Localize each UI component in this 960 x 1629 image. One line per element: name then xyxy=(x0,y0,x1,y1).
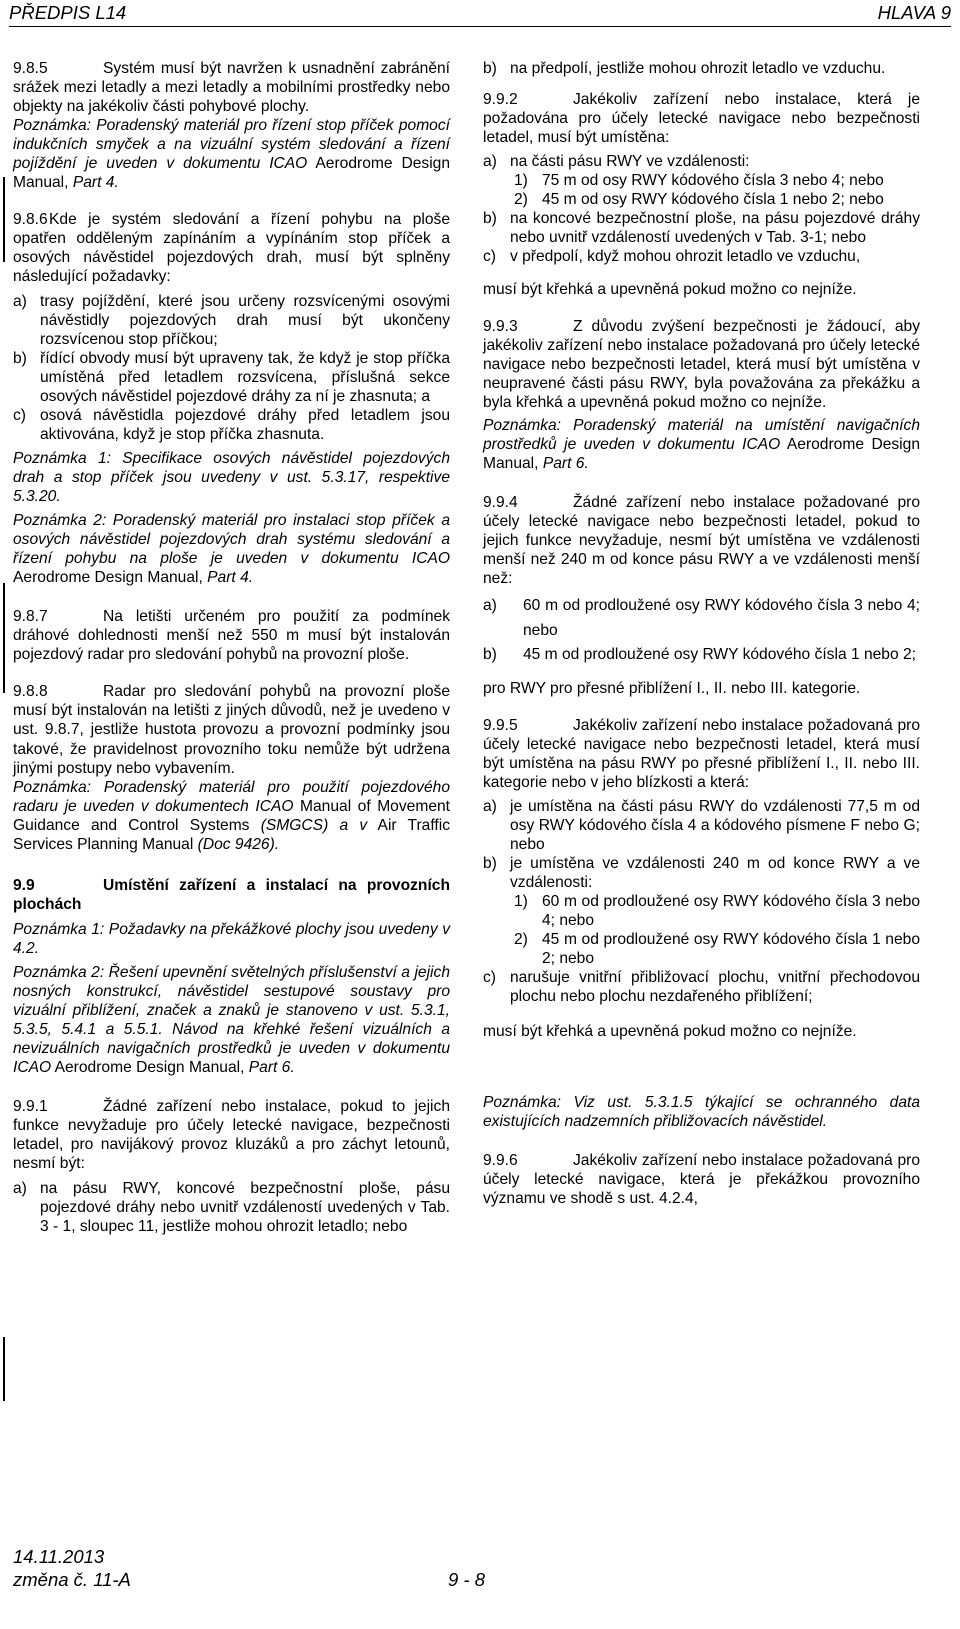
list-item: c) narušuje vnitřní přibližovací plochu, vnitřní přechodovou plochu nebo plochu nezdařeného přiblížení; xyxy=(483,969,920,1006)
section-9-9-5-conclusion: musí být křehká a upevněná pokud možno co nejníže. xyxy=(483,1023,857,1041)
list-item: a) 60 m od prodloužené osy RWY kódového čísla 3 nebo 4; nebo xyxy=(483,597,920,639)
sub-list-item: 1) 75 m od osy RWY kódového čísla 3 nebo 4; nebo xyxy=(514,172,884,190)
section-text: Radar pro sledování pohybů na provozní ploše musí být instalován na letišti z jiných důvodů, než je uvedeno v ust. 9.8.7, jestliže hustota provozu a provozní podmínky jsou takové, že pravidelnost provozního toku nemůže být udržena jinými postupy nebo vybavením. xyxy=(13,683,450,777)
section-number: 9.8.8 xyxy=(13,683,48,701)
section-9-9-2-conclusion: musí být křehká a upevněná pokud možno co nejníže. xyxy=(483,281,857,299)
section-text: Na letišti určeném pro použití za podmínek dráhové dohlednosti menší než 550 m musí být instalován pojezdový radar pro sledování pohybů na provozní ploše. xyxy=(13,608,450,664)
footer-change: změna č. 11-A xyxy=(13,1568,131,1590)
section-number: 9.8.6 xyxy=(13,211,48,229)
note-9-8-6-1: Poznámka 1: Specifikace osových návěstidel pojezdových drah a stop příček jsou uvedeny v ust. 5.3.17, respektive 5.3.20. xyxy=(13,450,450,506)
list-9-9-4 xyxy=(483,594,920,666)
list-item: b) řídící obvody musí být upraveny tak, že když je stop příčka umístěná před letadlem rozsvícena, příslušná sekce osových návěstidel pojezdové dráhy za ní je zhasnuta; a xyxy=(13,350,450,406)
section-9-9-2 xyxy=(483,90,920,147)
page-footer xyxy=(13,1546,513,1591)
section-text: Jakékoliv zařízení nebo instalace požadovaná pro účely letecké navigace, která je překážkou provozního významu ve shodě s ust. 4.2.4, xyxy=(483,1152,920,1208)
section-number: 9.8.5 xyxy=(13,60,48,77)
sub-list-item: 1) 60 m od prodloužené osy RWY kódového čísla 3 nebo 4; nebo xyxy=(514,893,920,930)
section-number: 9.9.4 xyxy=(483,494,518,512)
section-9-9-1 xyxy=(13,1097,450,1173)
note-9-9-2: Poznámka 2: Řešení upevnění světelných příslušenství a jejich nosných konstrukcí, návěstidel sestupové soustavy pro vizuální přiblížení, značek a znaků je stanoveno v ust. 5.3.1, 5.3.5, 5.4.1 a 5.5.1. Návod na křehké řešení vizuálních a nevizuálních navigačních prostředků je uveden v dokumentu ICAO Aerodrome Design Manual, Part 6. xyxy=(13,963,450,1076)
section-text: Kde je systém sledování a řízení pohybu na ploše opatřen odděleným zapínáním a vypínáním stop příček a osových návěstidel pojezdových drah, musí být splněny následující požadavky: xyxy=(13,211,450,286)
section-9-9-6 xyxy=(483,1151,920,1208)
section-number: 9.9.5 xyxy=(483,716,518,734)
section-text: Z důvodu zvýšení bezpečnosti je žádoucí, aby jakékoliv zařízení nebo instalace požadovaná pro účely letecké navigace nebo bezpečnosti letadel, která musí být umístěna v neupravené části pásu RWY, byla považována za překážku a byla křehká a upevněná pokud možno co nejníže. xyxy=(483,318,920,412)
section-9-8-5 xyxy=(13,59,450,116)
note-9-9-3: Poznámka: Poradenský materiál na umístění navigačních prostředků je uveden v dokumentu ICAO Aerodrome Design Manual, Part 6. xyxy=(483,417,920,473)
section-text: Žádné zařízení nebo instalace požadované pro účely letecké navigace nebo bezpečnosti letadel, pokud to jejich funkce nevyžaduje, nesmí být umístěna ve vzdálenosti menší než 240 m od konce pásu RWY a ve vzdálenosti menší než: xyxy=(483,494,920,588)
section-9-9-4-conclusion: pro RWY pro přesné přiblížení I., II. nebo III. kategorie. xyxy=(483,679,861,697)
note-9-8-8: Poznámka: Poradenský materiál pro použití pojezdového radaru je uveden v dokumentech ICAO Manual of Movement Guidance and Control Systems (SMGCS) a v Air Traffic Services Planning Manual (Doc 9426). xyxy=(13,778,450,853)
note-9-9-5: Poznámka: Viz ust. 5.3.1.5 týkající se ochranného data existujících nadzemních přibližovacích návěstidel. xyxy=(483,1094,920,1131)
list-item: a) na části pásu RWY ve vzdálenosti: xyxy=(483,153,750,171)
header-doc-title: PŘEDPIS L14 xyxy=(9,2,127,23)
footer-page-number: 9 - 8 xyxy=(448,1569,486,1590)
section-text: Jakékoliv zařízení nebo instalace, která je požadována pro účely letecké navigace nebo bezpečnosti letadel, musí být umístěna: xyxy=(483,91,920,147)
list-item: a) na pásu RWY, koncové bezpečnostní ploše, pásu pojezdové dráhy nebo uvnitř vzdáleností uvedených v Tab. 3 - 1, sloupec 11, jestliže mohou ohrozit letadlo; nebo xyxy=(13,1179,450,1235)
section-9-9-heading xyxy=(13,876,450,914)
list-9-9-2 xyxy=(483,152,920,266)
change-bar xyxy=(3,177,5,262)
section-number: 9.9.1 xyxy=(13,1097,48,1115)
section-number: 9.9.2 xyxy=(483,91,518,109)
sub-list-item: 2) 45 m od osy RWY kódového čísla 1 nebo 2; nebo xyxy=(514,191,884,209)
list-item: a) trasy pojíždění, které jsou určeny rozsvícenými osovými návěstidly pojezdových drah musí být ukončeny rozsvícenou stop příčkou; xyxy=(13,293,450,349)
section-9-8-8 xyxy=(13,682,450,777)
list-item: b) je umístěna ve vzdálenosti 240 m od konce RWY a ve vzdálenosti: xyxy=(483,854,920,891)
sub-list-item: 2) 45 m od prodloužené osy RWY kódového čísla 1 nebo 2; nebo xyxy=(514,931,920,968)
section-9-8-6 xyxy=(13,210,450,286)
section-number: 9.8.7 xyxy=(13,608,48,626)
right-column xyxy=(483,59,920,1208)
section-9-9-5 xyxy=(483,716,920,792)
page-header xyxy=(9,2,951,27)
change-bar xyxy=(3,1337,5,1401)
list-9-9-5 xyxy=(483,797,920,1006)
section-9-9-3 xyxy=(483,317,920,412)
list-item: a) je umístěna na části pásu RWY do vzdálenosti 77,5 m od osy RWY kódového čísla 4 a kódového písmene F nebo G; nebo xyxy=(483,797,920,853)
note-9-9-1: Poznámka 1: Požadavky na překážkové plochy jsou uvedeny v 4.2. xyxy=(13,920,450,957)
footer-date: 14.11.2013 xyxy=(13,1546,105,1567)
note-9-8-6-2: Poznámka 2: Poradenský materiál pro instalaci stop příček a osových návěstidel pojezdových drah systému sledování a řízení pohybu na ploše je uveden v dokumentu ICAO Aerodrome Design Manual, Part 4. xyxy=(13,512,450,587)
left-column xyxy=(13,59,450,1236)
section-number: 9.9 xyxy=(13,876,35,894)
section-text: Systém musí být navržen k usnadnění zabránění srážek mezi letadly a mezi letadly a mobilními prostředky nebo objekty na jakékoliv části pohybové plochy. xyxy=(13,60,450,116)
section-number: 9.9.3 xyxy=(483,318,518,336)
section-text: Jakékoliv zařízení nebo instalace požadovaná pro účely letecké navigace nebo bezpečnosti letadel, která musí být umístěna na pásu RWY po přesné přiblížení I., II. nebo III. kategorie nebo v jeho blízkosti a která: xyxy=(483,716,920,791)
list-item: b) 45 m od prodloužené osy RWY kódového čísla 1 nebo 2; xyxy=(483,645,916,663)
list-item: c) osová návěstidla pojezdové dráhy před letadlem jsou aktivována, když je stop příčka zhasnuta. xyxy=(13,407,450,444)
section-title: Umístění zařízení a instalací na provozních plochách xyxy=(13,876,450,913)
section-text: Žádné zařízení nebo instalace, pokud to jejich funkce nevyžaduje pro účely letecké navigace, bezpečnosti letadel, pro navijákový provoz kluzáků a pro záchyt letounů, nesmí být: xyxy=(13,1097,450,1172)
section-9-9-4 xyxy=(483,493,920,588)
section-number: 9.9.6 xyxy=(483,1152,518,1170)
list-9-9-1 xyxy=(13,1179,450,1236)
list-item: b) na koncové bezpečnostní ploše, na pásu pojezdové dráhy nebo uvnitř vzdáleností uvedených v Tab. 3-1; nebo xyxy=(483,210,920,247)
list-9-8-6 xyxy=(13,292,450,444)
header-chapter: HLAVA 9 xyxy=(877,2,951,23)
section-9-8-7 xyxy=(13,607,450,664)
change-bar xyxy=(3,583,5,693)
note-9-8-5: Poznámka: Poradenský materiál pro řízení stop příček pomocí indukčních smyček a na vizuální systém sledování a řízení pojíždění je uveden v dokumentu ICAO Aerodrome Design Manual, Part 4. xyxy=(13,117,451,192)
list-item: c) v předpolí, když mohou ohrozit letadlo ve vzduchu, xyxy=(483,248,861,266)
list-item: b) na předpolí, jestliže mohou ohrozit letadlo ve vzduchu. xyxy=(483,60,886,77)
